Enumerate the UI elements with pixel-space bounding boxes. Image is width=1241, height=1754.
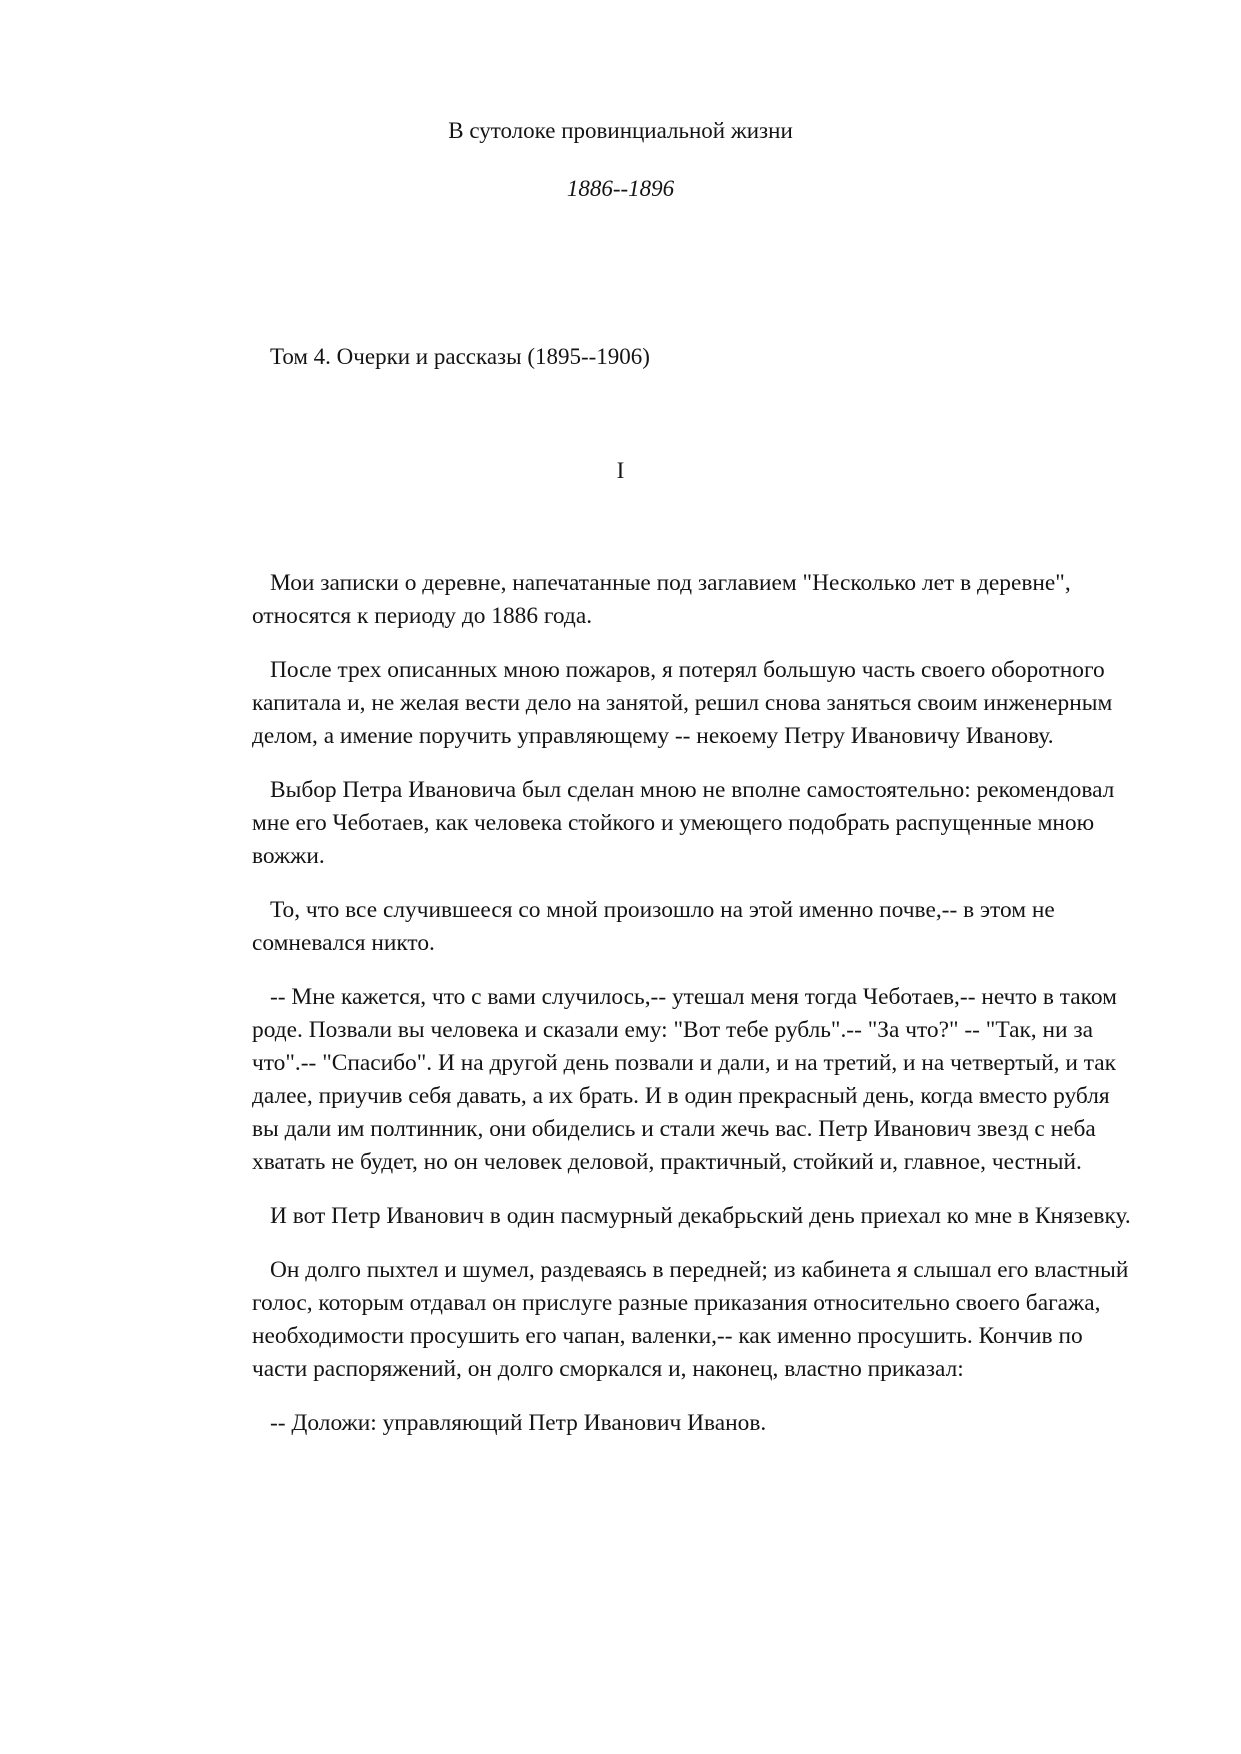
- paragraph-8: -- Доложи: управляющий Петр Иванович Иванов.: [270, 1410, 767, 1436]
- paragraph-1: Мои записки о деревне, напечатанные под заглавием "Несколько лет в деревне", относятся к периоду до 1886 года.: [252, 570, 1071, 629]
- paragraph-6: И вот Петр Иванович в один пасмурный декабрьский день приехал ко мне в Князевку.: [270, 1203, 1131, 1229]
- chapter-number: I: [616, 458, 625, 483]
- paragraph-3: Выбор Петра Ивановича был сделан мною не вполне самостоятельно: рекомендовал мне его Чеботаев, как человека стойкого и умеющего подобрать распущенные мною вожжи.: [252, 777, 1115, 869]
- document-years: 1886--1896: [566, 176, 675, 201]
- paragraph-2: После трех описанных мною пожаров, я потерял большую часть своего оборотного капитала и, не желая вести дело на занятой, решил снова заняться своим инженерным делом, а имение поручить управляющему -- некоему Петру Ивановичу Иванову.: [252, 657, 1113, 749]
- paragraph-7: Он долго пыхтел и шумел, раздеваясь в передней; из кабинета я слышал его властный голос, которым отдавал он прислуге разные приказания относительно своего багажа, необходимости просушить его чапан, валенки,-- как именно просушить. Кончив по части распоряжений, он долго сморкался и, наконец, властно приказал:: [252, 1257, 1129, 1382]
- volume-heading: Том 4. Очерки и рассказы (1895--1906): [270, 344, 650, 369]
- paragraph-5: -- Мне кажется, что с вами случилось,-- утешал меня тогда Чеботаев,-- нечто в таком роде. Позвали вы человека и сказали ему: "Вот тебе рубль".-- "За что?" -- "Так, ни за что".-- "Спасибо". И на другой день позвали и дали, и на третий, и на четвертый, и так далее, приучив себя давать, а их брать. И в один прекрасный день, когда вместо рубля вы дали им полтинник, они обиделись и стали жечь вас. Петр Иванович звезд с неба хватать не будет, но он человек деловой, практичный, стойкий и, главное, честный.: [252, 984, 1117, 1175]
- body-text: [252, 567, 1142, 1461]
- paragraph-4: То, что все случившееся со мной произошло на этой именно почве,-- в этом не сомневался никто.: [252, 897, 1055, 956]
- document-title: В сутолоке провинциальной жизни: [448, 118, 793, 143]
